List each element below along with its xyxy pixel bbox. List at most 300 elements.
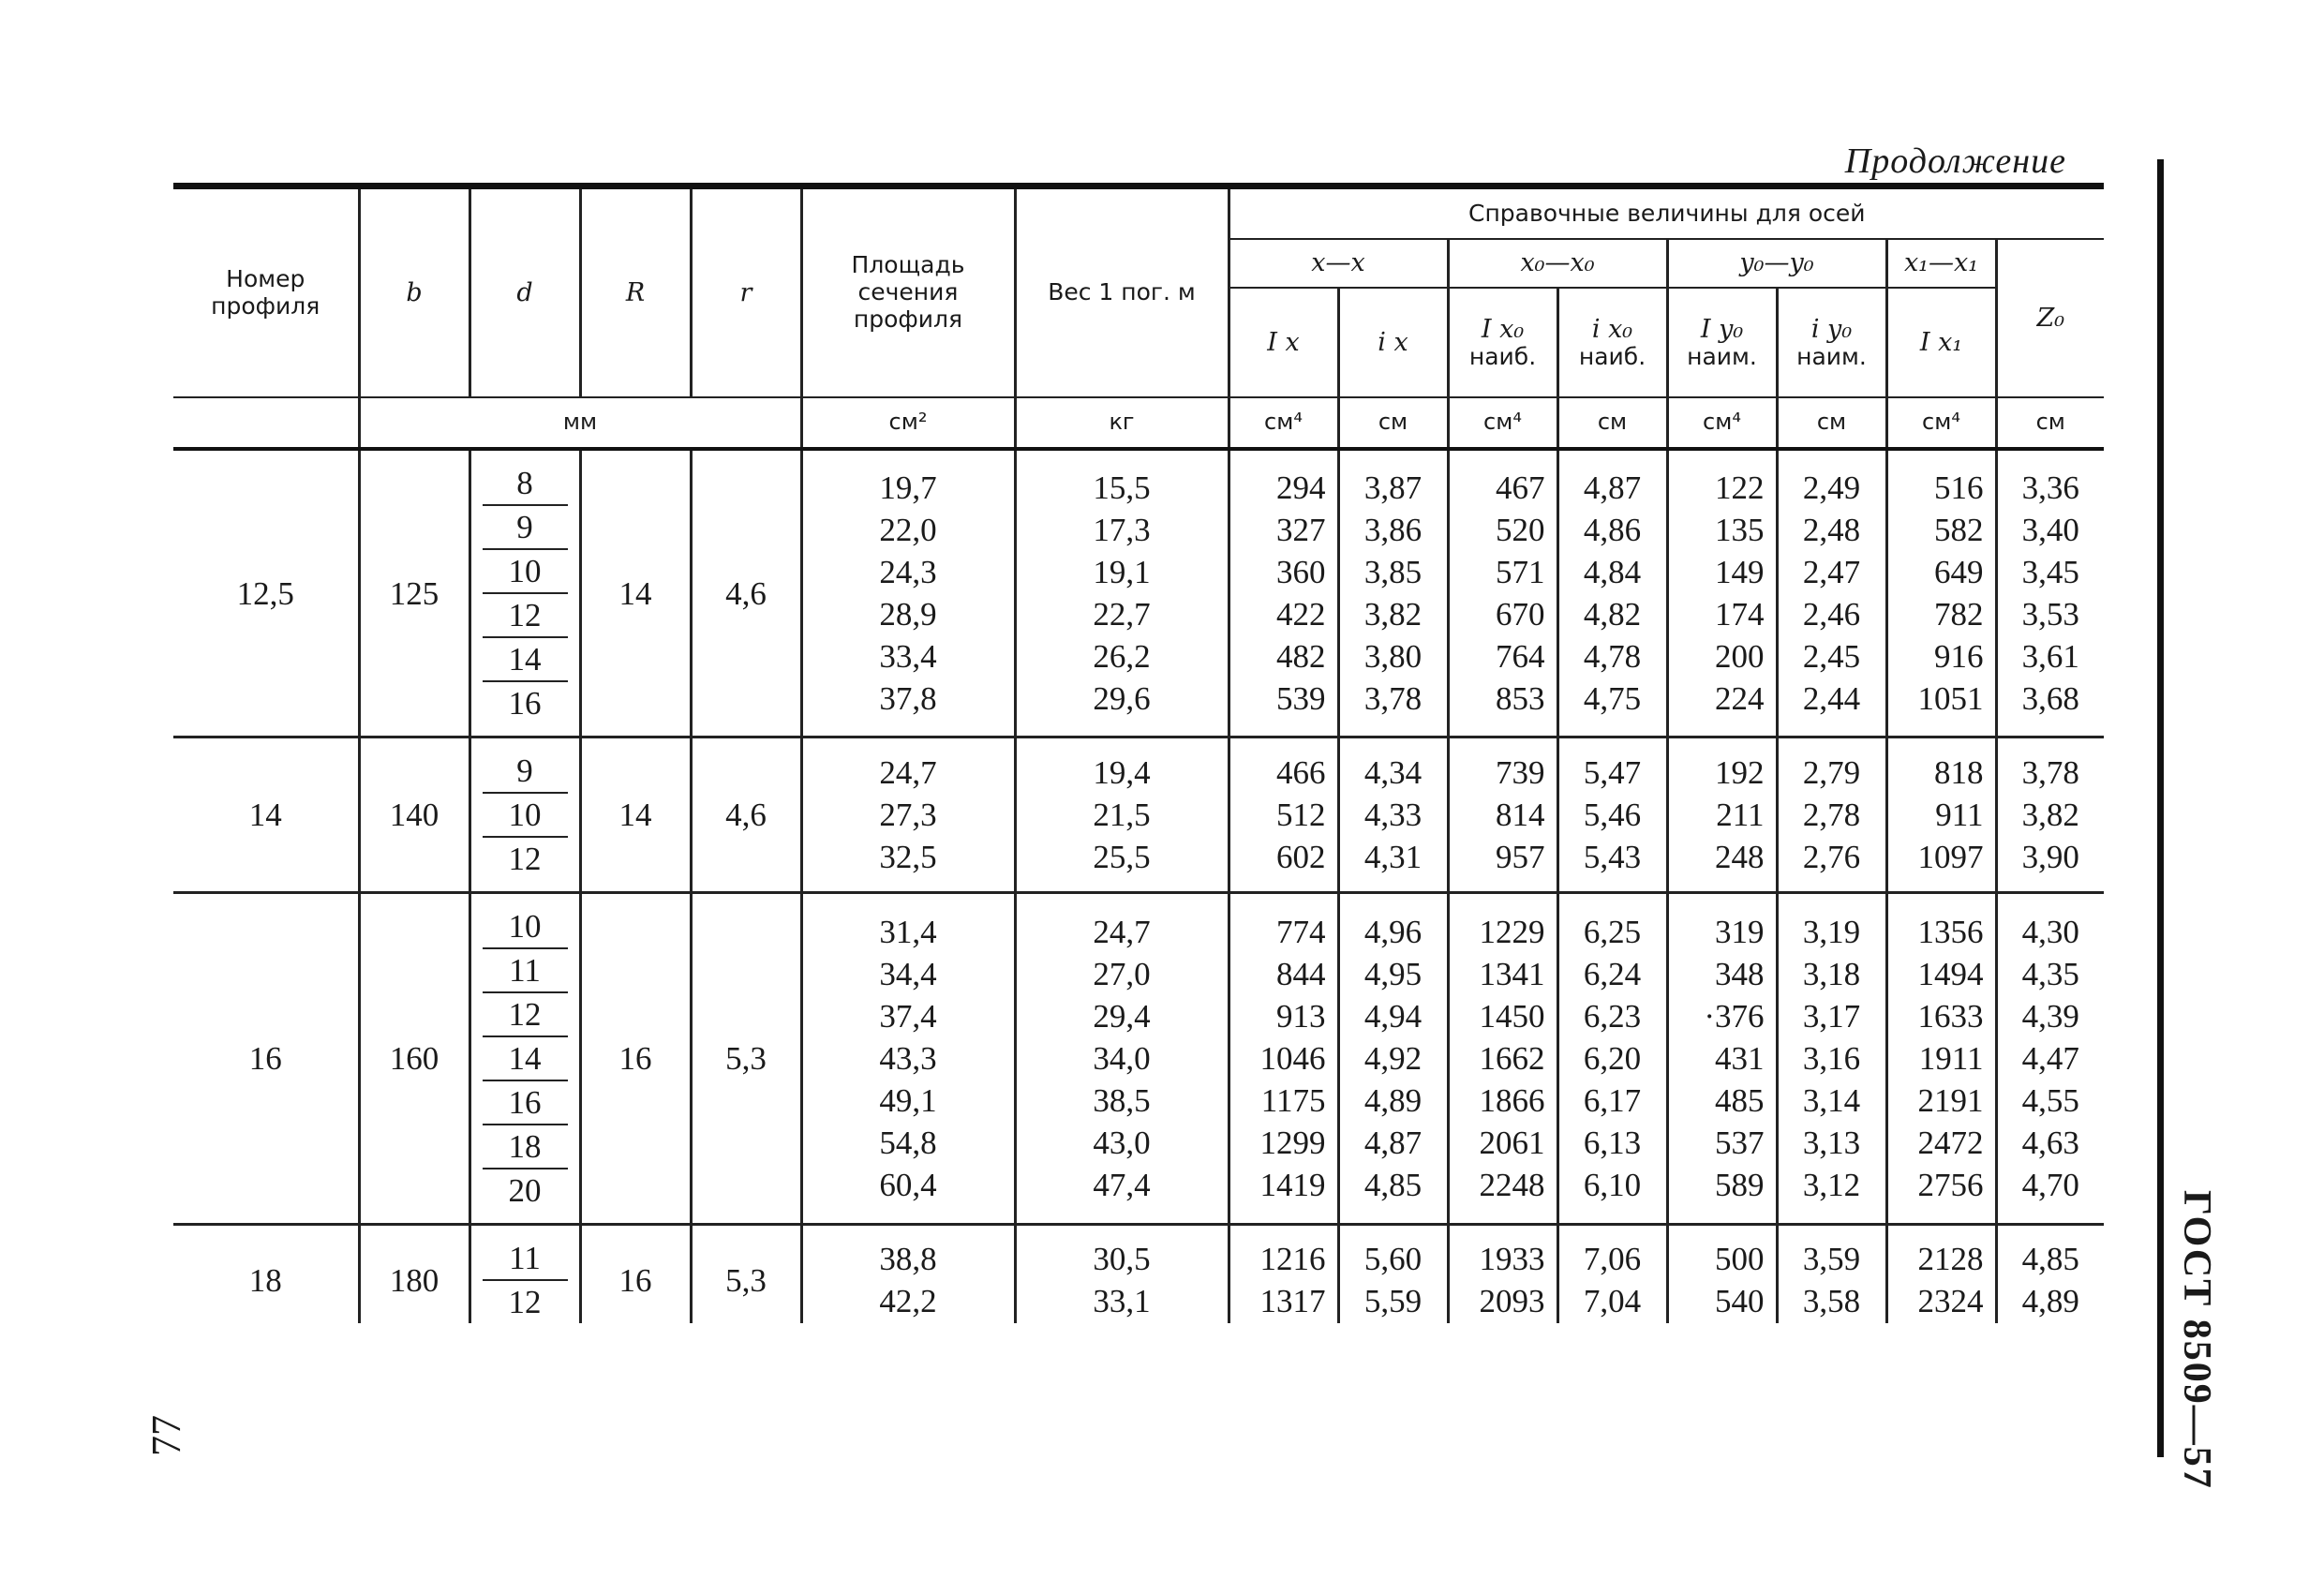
- value-z0: 4,55: [2021, 1082, 2079, 1119]
- col-Ix0-list: [1448, 462, 1557, 724]
- value-iy0: 2,47: [1802, 554, 1861, 590]
- spacer-cell: [359, 893, 469, 906]
- col-Iy0-list: [1667, 750, 1777, 880]
- top-rule: [173, 183, 2104, 189]
- spacer-cell: [1557, 737, 1667, 751]
- col-iy0-list: [1777, 905, 1886, 1212]
- value-ix0: 6,17: [1583, 1082, 1642, 1119]
- col-ix0-list: [1557, 462, 1667, 724]
- value-Ix1: 916: [1934, 638, 1984, 675]
- value-iy0: 3,17: [1802, 998, 1861, 1035]
- group-spacer: [173, 1225, 2104, 1238]
- spacer-cell: [1448, 724, 1557, 737]
- value-Ix0: 764: [1496, 638, 1545, 675]
- spacer-cell: [469, 893, 580, 906]
- col-Ix1: I x₁: [1886, 288, 1996, 397]
- value-weight: 26,2: [1093, 638, 1151, 675]
- spacer-cell: [1996, 737, 2104, 751]
- value-z0: 3,90: [2021, 839, 2079, 875]
- group-spacer: [173, 724, 2104, 737]
- value-area: 49,1: [879, 1082, 937, 1119]
- value-Ix1: 911: [1935, 797, 1984, 833]
- value-weight: 17,3: [1093, 512, 1151, 548]
- value-ix0: 6,20: [1583, 1040, 1642, 1077]
- col-Iy0-list: [1667, 462, 1777, 724]
- col-ix-list: [1338, 750, 1448, 880]
- profile-number: 16: [248, 1040, 282, 1077]
- value-Ix0: 1229: [1479, 914, 1545, 950]
- col-b: b: [359, 189, 469, 397]
- spacer-cell: [691, 724, 801, 737]
- spacer-cell: [580, 1225, 691, 1238]
- col-ix0-list: [1557, 905, 1667, 1212]
- spacer-cell: [580, 1212, 691, 1225]
- col-ix0: [1557, 288, 1667, 397]
- value-area: 22,0: [879, 512, 937, 548]
- col-Ix0-symbol: I x₀: [1481, 314, 1525, 344]
- unit-mm: мм: [359, 397, 801, 449]
- spacer-cell: [580, 880, 691, 893]
- unit-Ix: см⁴: [1229, 397, 1338, 449]
- value-ix0: 4,82: [1583, 596, 1642, 633]
- value-area: 37,4: [879, 998, 937, 1035]
- col-area-list: [801, 750, 1015, 880]
- value-Ix1: 2472: [1917, 1125, 1984, 1161]
- spacer-cell: [1338, 1212, 1448, 1225]
- value-Iy0: 348: [1715, 956, 1765, 992]
- value-iy0: 3,59: [1802, 1241, 1861, 1277]
- col-area-list: [801, 905, 1015, 1212]
- spacer-cell: [469, 1212, 580, 1225]
- right-margin-rule: [2157, 159, 2164, 1457]
- value-ix: 4,96: [1363, 914, 1423, 950]
- value-Ix: 422: [1276, 596, 1326, 633]
- col-weight-list: [1015, 905, 1229, 1212]
- value-Iy0: 248: [1715, 839, 1765, 875]
- value-z0: 4,63: [2021, 1125, 2079, 1161]
- spacer-cell: [691, 449, 801, 462]
- spacer-cell: [1229, 737, 1338, 751]
- spacer-cell: [173, 880, 359, 893]
- value-Ix: 482: [1276, 638, 1326, 675]
- value-z0: 4,35: [2021, 956, 2079, 992]
- value-area: 27,3: [879, 797, 937, 833]
- col-iy0: [1777, 288, 1886, 397]
- standard-title: ГОСТ 8509—57: [2175, 1190, 2218, 1490]
- value-Ix0: 1933: [1479, 1241, 1545, 1277]
- value-Iy0: 211: [1716, 797, 1765, 833]
- spacer-cell: [359, 880, 469, 893]
- thickness-d-list: [469, 1237, 580, 1323]
- value-z0: 3,53: [2021, 596, 2079, 633]
- value-ix: 3,87: [1363, 469, 1423, 506]
- value-Ix: 327: [1276, 512, 1326, 548]
- col-d: d: [469, 189, 580, 397]
- value-area: 34,4: [879, 956, 937, 992]
- col-area-list: [801, 462, 1015, 724]
- value-iy0: 3,19: [1802, 914, 1861, 950]
- spacer-cell: [1448, 1225, 1557, 1238]
- value-iy0: 2,49: [1802, 469, 1861, 506]
- col-area-list: [801, 1237, 1015, 1323]
- value-weight: 24,7: [1093, 914, 1151, 950]
- value-Iy0: 589: [1715, 1167, 1765, 1203]
- value-Ix0: 1450: [1479, 998, 1545, 1035]
- col-Ix1-list: [1886, 462, 1996, 724]
- value-iy0: 2,76: [1802, 839, 1861, 875]
- axis-x1x1: x₁—x₁: [1886, 239, 1996, 288]
- thickness-d: 16: [483, 1081, 568, 1125]
- value-area: 43,3: [879, 1040, 937, 1077]
- col-ix0-symbol: i x₀: [1591, 314, 1633, 344]
- unit-profile-empty: [173, 397, 359, 449]
- col-R: R: [580, 189, 691, 397]
- spacer-cell: [1667, 1212, 1777, 1225]
- col-z0: Z₀: [1996, 239, 2104, 397]
- value-Ix0: 739: [1496, 754, 1545, 791]
- value-weight: 22,7: [1093, 596, 1151, 633]
- value-Ix0: 814: [1496, 797, 1545, 833]
- value-iy0: 2,48: [1802, 512, 1861, 548]
- spacer-cell: [1015, 737, 1229, 751]
- value-Ix: 1317: [1259, 1283, 1326, 1319]
- unit-z0: см: [1996, 397, 2104, 449]
- value-Ix: 1175: [1260, 1082, 1326, 1119]
- value-Ix: 512: [1276, 797, 1326, 833]
- value-Ix1: 2128: [1917, 1241, 1984, 1277]
- value-Ix0: 571: [1496, 554, 1545, 590]
- value-weight: 15,5: [1093, 469, 1151, 506]
- value-Ix0: 467: [1496, 469, 1545, 506]
- col-ix-list: [1338, 905, 1448, 1212]
- col-Ix0-note: наиб.: [1468, 342, 1537, 370]
- value-Ix: 844: [1276, 956, 1326, 992]
- value-Iy0: 149: [1715, 554, 1765, 590]
- radius-R: 16: [580, 1237, 691, 1323]
- value-iy0: 2,45: [1802, 638, 1861, 675]
- continued-label: Продолжение: [1844, 142, 2066, 181]
- value-z0: 3,61: [2021, 638, 2079, 675]
- spacer-cell: [1229, 1225, 1338, 1238]
- thickness-d: 9: [483, 750, 568, 794]
- value-z0: 3,36: [2021, 469, 2079, 506]
- spacer-cell: [1015, 893, 1229, 906]
- col-Ix0-list: [1448, 750, 1557, 880]
- value-weight: 29,4: [1093, 998, 1151, 1035]
- spacer-cell: [801, 724, 1015, 737]
- value-ix: 3,86: [1363, 512, 1423, 548]
- spacer-cell: [469, 449, 580, 462]
- value-z0: 3,78: [2021, 754, 2079, 791]
- value-z0: 4,70: [2021, 1167, 2079, 1203]
- value-z0: 3,45: [2021, 554, 2079, 590]
- spacer-cell: [1996, 724, 2104, 737]
- value-area: 33,4: [879, 638, 937, 675]
- flange-width-b: 125: [359, 462, 469, 724]
- spacer-cell: [1886, 880, 1996, 893]
- col-Iy0-symbol: I y₀: [1700, 314, 1744, 344]
- value-ix: 3,82: [1363, 596, 1423, 633]
- spacer-cell: [1996, 880, 2104, 893]
- spacer-cell: [359, 724, 469, 737]
- spacer-cell: [580, 893, 691, 906]
- value-z0: 4,30: [2021, 914, 2079, 950]
- col-r: r: [691, 189, 801, 397]
- value-ix: 5,59: [1363, 1283, 1423, 1319]
- spacer-cell: [1667, 449, 1777, 462]
- value-ix0: 6,24: [1583, 956, 1642, 992]
- col-iy0-list: [1777, 750, 1886, 880]
- col-area: Площадь сечения профиля: [801, 189, 1015, 397]
- value-weight: 34,0: [1093, 1040, 1151, 1077]
- col-reference-values: Справочные величины для осей: [1229, 189, 2104, 239]
- value-ix0: 5,46: [1583, 797, 1642, 833]
- col-ix-list: [1338, 1237, 1448, 1323]
- value-area: 24,3: [879, 554, 937, 590]
- spacer-cell: [1886, 449, 1996, 462]
- spacer-cell: [1229, 724, 1338, 737]
- value-Ix1: 1633: [1917, 998, 1984, 1035]
- axis-xx: x—x: [1229, 239, 1448, 288]
- col-ix0-list: [1557, 1237, 1667, 1323]
- spacer-cell: [1015, 724, 1229, 737]
- unit-weight: кг: [1015, 397, 1229, 449]
- spacer-cell: [1996, 449, 2104, 462]
- value-ix0: 6,10: [1583, 1167, 1642, 1203]
- spacer-cell: [1448, 880, 1557, 893]
- value-Iy0: 540: [1715, 1283, 1765, 1319]
- spacer-cell: [469, 724, 580, 737]
- thickness-d-list: [469, 462, 580, 724]
- value-iy0: 2,79: [1802, 754, 1861, 791]
- col-Ix: I x: [1229, 288, 1338, 397]
- thickness-d: 9: [483, 506, 568, 550]
- spacer-cell: [1557, 449, 1667, 462]
- spacer-cell: [1557, 724, 1667, 737]
- value-area: 32,5: [879, 839, 937, 875]
- value-ix0: 4,75: [1583, 680, 1642, 717]
- value-iy0: 3,13: [1802, 1125, 1861, 1161]
- col-ix0-note: наиб.: [1578, 342, 1646, 370]
- value-ix: 4,85: [1363, 1167, 1423, 1203]
- col-weight: Вес 1 пог. м: [1015, 189, 1229, 397]
- spacer-cell: [801, 893, 1015, 906]
- value-ix: 3,78: [1363, 680, 1423, 717]
- value-Ix1: 1097: [1917, 839, 1984, 875]
- profile-number: 14: [248, 797, 282, 833]
- profile-number: 18: [248, 1261, 282, 1299]
- value-Ix1: 516: [1934, 469, 1984, 506]
- col-Ix-list: [1229, 462, 1338, 724]
- spacer-cell: [691, 1212, 801, 1225]
- value-Ix0: 2061: [1479, 1125, 1545, 1161]
- radius-r: 5,3: [691, 905, 801, 1212]
- spacer-cell: [173, 1225, 359, 1238]
- spacer-cell: [1229, 449, 1338, 462]
- col-Ix0: [1448, 288, 1557, 397]
- value-Iy0: 500: [1715, 1241, 1765, 1277]
- value-weight: 43,0: [1093, 1125, 1151, 1161]
- col-ix-list: [1338, 462, 1448, 724]
- spacer-cell: [1448, 1212, 1557, 1225]
- thickness-d: 8: [483, 462, 568, 506]
- col-Iy0-list: [1667, 1237, 1777, 1323]
- value-weight: 19,1: [1093, 554, 1151, 590]
- spacer-cell: [173, 449, 359, 462]
- value-Ix: 913: [1276, 998, 1326, 1035]
- value-Iy0: 537: [1715, 1125, 1765, 1161]
- col-iy0-symbol: i y₀: [1810, 314, 1853, 344]
- value-ix: 4,94: [1363, 998, 1423, 1035]
- spacer-cell: [1777, 724, 1886, 737]
- spacer-cell: [469, 1225, 580, 1238]
- flange-width-b: 140: [359, 750, 469, 880]
- value-Ix: 1419: [1259, 1167, 1326, 1203]
- thickness-d: 12: [508, 841, 542, 877]
- flange-width-b: 180: [359, 1237, 469, 1323]
- spacer-cell: [1557, 893, 1667, 906]
- spacer-cell: [691, 1225, 801, 1238]
- col-weight-list: [1015, 750, 1229, 880]
- spacer-cell: [691, 893, 801, 906]
- spacer-cell: [1886, 893, 1996, 906]
- value-ix: 4,89: [1363, 1082, 1423, 1119]
- spacer-cell: [1557, 880, 1667, 893]
- value-ix0: 4,86: [1583, 512, 1642, 548]
- value-ix0: 6,13: [1583, 1125, 1642, 1161]
- col-weight-list: [1015, 1237, 1229, 1323]
- thickness-d: 20: [508, 1172, 542, 1209]
- value-weight: 29,6: [1093, 680, 1151, 717]
- spacer-cell: [1338, 893, 1448, 906]
- value-Ix1: 2191: [1917, 1082, 1984, 1119]
- unit-ix0: см: [1557, 397, 1667, 449]
- col-Ix0-list: [1448, 1237, 1557, 1323]
- col-Ix-list: [1229, 1237, 1338, 1323]
- group-spacer: [173, 737, 2104, 751]
- value-z0: 4,85: [2021, 1241, 2079, 1277]
- value-ix: 4,33: [1363, 797, 1423, 833]
- value-ix0: 7,06: [1583, 1241, 1642, 1277]
- thickness-d: 14: [483, 638, 568, 682]
- col-Iy0-list: [1667, 905, 1777, 1212]
- spacer-cell: [1338, 724, 1448, 737]
- spacer-cell: [1996, 1212, 2104, 1225]
- thickness-d-list: [469, 905, 580, 1212]
- spacer-cell: [1338, 449, 1448, 462]
- value-ix: 3,85: [1363, 554, 1423, 590]
- page-number: 77: [143, 1415, 189, 1456]
- table-row: [173, 905, 2104, 1212]
- value-ix0: 7,04: [1583, 1283, 1642, 1319]
- radius-r: 4,6: [691, 750, 801, 880]
- col-iy0-list: [1777, 462, 1886, 724]
- value-weight: 25,5: [1093, 839, 1151, 875]
- col-Ix-list: [1229, 905, 1338, 1212]
- value-iy0: 2,46: [1802, 596, 1861, 633]
- value-weight: 19,4: [1093, 754, 1151, 791]
- value-z0: 4,89: [2021, 1283, 2079, 1319]
- col-z0-list: [1996, 905, 2104, 1212]
- value-Ix: 1299: [1259, 1125, 1326, 1161]
- spacer-cell: [359, 1212, 469, 1225]
- value-Ix0: 1662: [1479, 1040, 1545, 1077]
- value-Ix: 774: [1276, 914, 1326, 950]
- value-weight: 21,5: [1093, 797, 1151, 833]
- spacer-cell: [1015, 1212, 1229, 1225]
- spacer-cell: [1338, 880, 1448, 893]
- value-Iy0: 200: [1715, 638, 1765, 675]
- value-z0: 3,40: [2021, 512, 2079, 548]
- value-Iy0: 192: [1715, 754, 1765, 791]
- group-spacer: [173, 449, 2104, 462]
- spacer-cell: [1229, 880, 1338, 893]
- group-spacer: [173, 893, 2104, 906]
- spacer-cell: [173, 724, 359, 737]
- spacer-cell: [1996, 1225, 2104, 1238]
- value-Ix: 294: [1276, 469, 1326, 506]
- col-Iy0-note: наим.: [1687, 342, 1757, 370]
- spacer-cell: [1667, 880, 1777, 893]
- col-Ix1-list: [1886, 750, 1996, 880]
- value-Ix1: 2324: [1917, 1283, 1984, 1319]
- spacer-cell: [1667, 893, 1777, 906]
- thickness-d: 18: [483, 1125, 568, 1169]
- value-iy0: 3,18: [1802, 956, 1861, 992]
- spacer-cell: [1015, 880, 1229, 893]
- spacer-cell: [580, 737, 691, 751]
- spacer-cell: [580, 724, 691, 737]
- value-ix0: 4,87: [1583, 469, 1642, 506]
- unit-iy0: см: [1777, 397, 1886, 449]
- spacer-cell: [1229, 893, 1338, 906]
- table-row: [173, 462, 2104, 724]
- value-iy0: 3,58: [1802, 1283, 1861, 1319]
- value-Ix0: 2093: [1479, 1283, 1545, 1319]
- value-Ix0: 520: [1496, 512, 1545, 548]
- table-row: [173, 1237, 2104, 1323]
- col-Ix1-list: [1886, 905, 1996, 1212]
- spacer-cell: [691, 880, 801, 893]
- value-z0: 4,47: [2021, 1040, 2079, 1077]
- col-Ix1-list: [1886, 1237, 1996, 1323]
- value-weight: 47,4: [1093, 1167, 1151, 1203]
- col-z0-list: [1996, 462, 2104, 724]
- value-z0: 3,82: [2021, 797, 2079, 833]
- value-iy0: 2,44: [1802, 680, 1861, 717]
- spacer-cell: [1777, 1212, 1886, 1225]
- thickness-d: 11: [483, 1237, 568, 1281]
- spacer-cell: [1886, 724, 1996, 737]
- spacer-cell: [1777, 893, 1886, 906]
- spacer-cell: [1448, 449, 1557, 462]
- axis-y0y0: y₀—y₀: [1667, 239, 1886, 288]
- value-ix0: 4,78: [1583, 638, 1642, 675]
- value-Ix1: 582: [1934, 512, 1984, 548]
- value-area: 37,8: [879, 680, 937, 717]
- spacer-cell: [359, 449, 469, 462]
- value-Ix1: 1494: [1917, 956, 1984, 992]
- value-weight: 38,5: [1093, 1082, 1151, 1119]
- value-iy0: 3,14: [1802, 1082, 1861, 1119]
- value-Ix1: 782: [1934, 596, 1984, 633]
- spacer-cell: [359, 1225, 469, 1238]
- col-profile: Номер профиля: [211, 264, 320, 320]
- value-Ix: 539: [1276, 680, 1326, 717]
- value-weight: 27,0: [1093, 956, 1151, 992]
- spacer-cell: [1777, 449, 1886, 462]
- value-Iy0: 122: [1715, 469, 1765, 506]
